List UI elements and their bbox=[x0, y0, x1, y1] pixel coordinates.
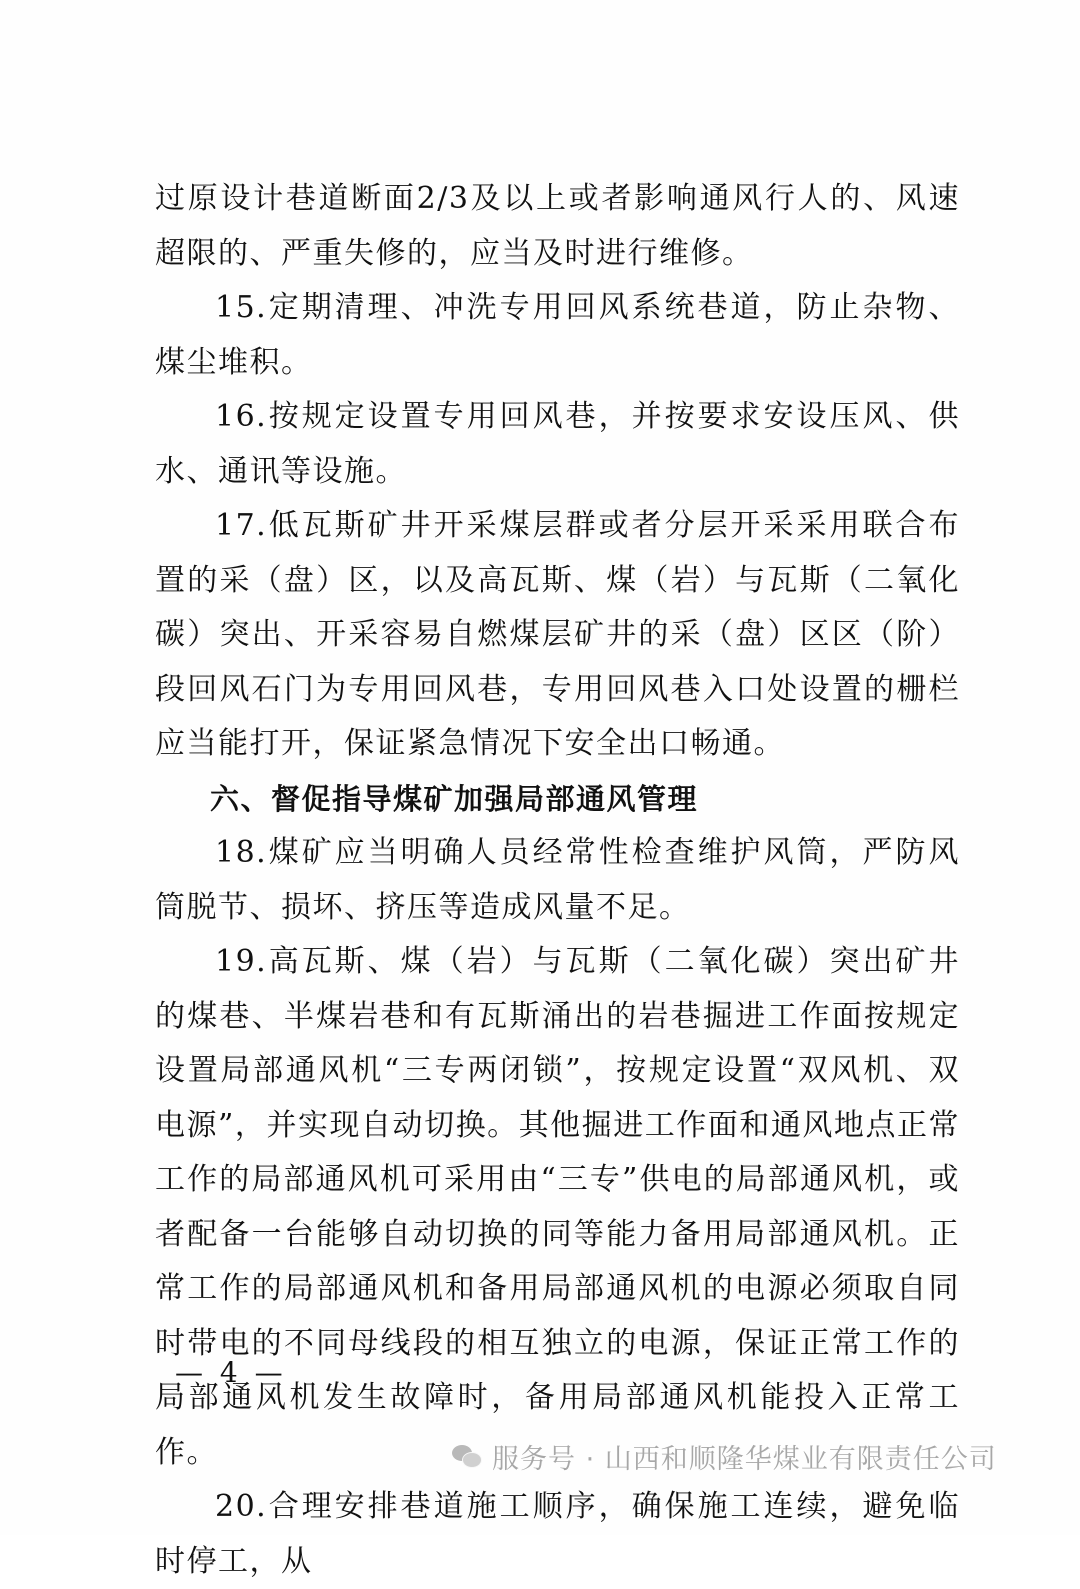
paragraph-item-19: 19.高瓦斯、煤（岩）与瓦斯（二氧化碳）突出矿井的煤巷、半煤岩巷和有瓦斯涌出的岩巷掘进工作面按规定设置局部通风机“三专两闭锁”，按规定设置“双风机、双电源”，并实现自动切换。其他掘进工作面和通风地点正常工作的局部通风机可采用由“三专”供电的局部通风机，或者配备一台能够自动切换的同等能力备用局部通风机。正常工作的局部通风机和备用局部通风机的电源必须取自同时带电的不同母线段的相互独立的电源，保证正常工作的局部通风机发生故障时，备用局部通风机能投入正常工作。 bbox=[155, 944, 960, 1470]
paragraph-item-15: 15.定期清理、冲洗专用回风系统巷道，防止杂物、煤尘堆积。 bbox=[155, 290, 960, 380]
paragraph-item-20: 20.合理安排巷道施工顺序，确保施工连续，避免临时停工，从 bbox=[155, 1489, 960, 1579]
paragraph-item-17: 17.低瓦斯矿井开采煤层群或者分层开采采用联合布置的采（盘）区，以及高瓦斯、煤（岩）与瓦斯（二氧化碳）突出、开采容易自燃煤层矿井的采（盘）区区（阶）段回风石门为专用回风巷，专用回风巷入口处设置的栅栏应当能打开，保证紧急情况下安全出口畅通。 bbox=[155, 508, 960, 761]
paragraph-item-16: 16.按规定设置专用回风巷，并按要求安设压风、供水、通讯等设施。 bbox=[155, 399, 960, 489]
section-heading: 六、督促指导煤矿加强局部通风管理 bbox=[210, 781, 699, 816]
watermark-text: 服务号 · 山西和顺隆华煤业有限责任公司 bbox=[492, 1443, 997, 1475]
watermark bbox=[452, 1432, 997, 1480]
paragraph-item-18: 18.煤矿应当明确人员经常性检查维护风筒，严防风筒脱节、损坏、挤压等造成风量不足。 bbox=[155, 835, 960, 925]
wechat-icon bbox=[452, 1443, 482, 1469]
page-number: — 4 — bbox=[175, 1356, 287, 1389]
paragraph-continued: 过原设计巷道断面2/3及以上或者影响通风行人的、风速超限的、严重失修的，应当及时进行维修。 bbox=[155, 181, 960, 271]
